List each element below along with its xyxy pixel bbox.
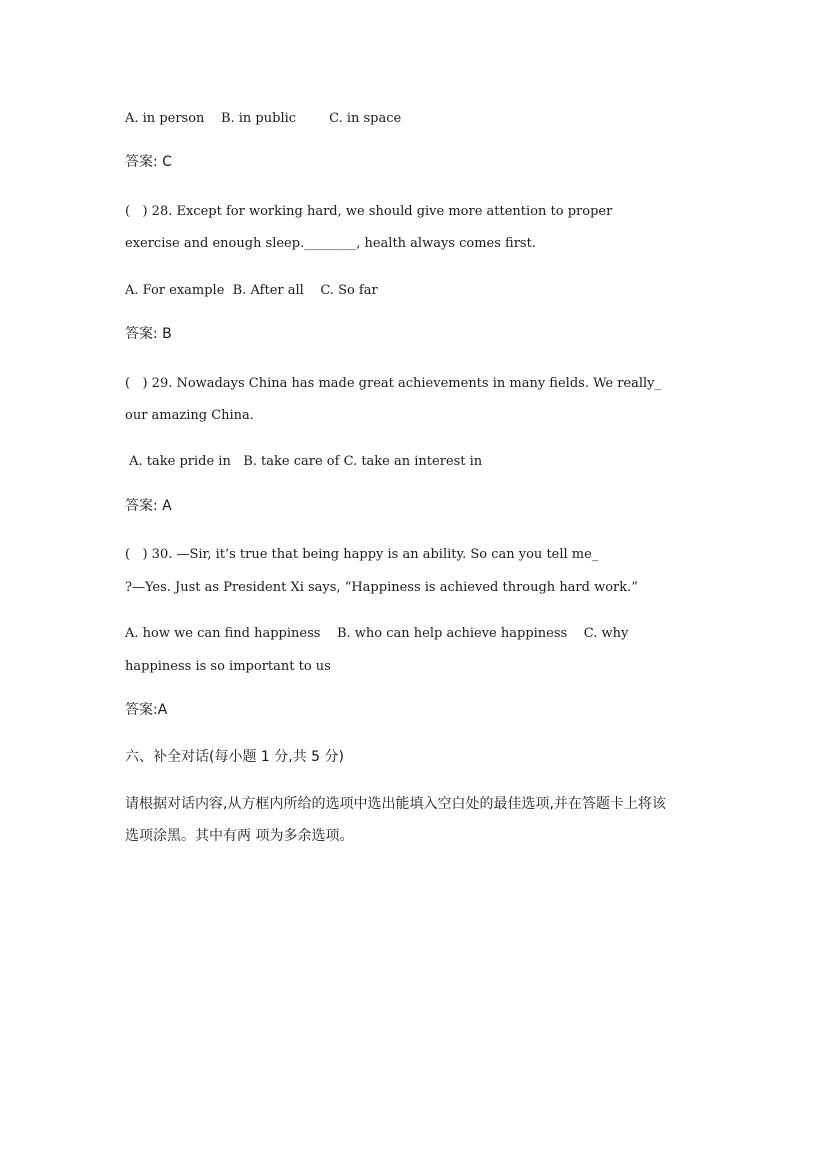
q27-answer: 答案: C (125, 154, 172, 170)
q29-answer: 答案: A (125, 498, 172, 514)
section6-instruction-line1: 请根据对话内容,从方框内所给的选项中选出能填入空白处的最佳选项,并在答题卡上将该 (125, 796, 666, 812)
q30-options-line2: happiness is so important to us (125, 659, 331, 674)
q30-options-line1: A. how we can find happiness B. who can help achieve happiness C. why (125, 626, 629, 641)
q30-answer: 答案:A (125, 702, 168, 718)
q28-stem-line1: ( ) 28. Except for working hard, we should give more attention to proper (125, 204, 613, 219)
q30-stem-line2: ?—Yes. Just as President Xi says, “Happiness is achieved through hard work.” (125, 580, 638, 595)
q28-answer: 答案: B (125, 326, 172, 342)
q29-stem-line2: our amazing China. (125, 408, 254, 423)
q27-options: A. in person B. in public C. in space (125, 111, 402, 126)
q28-options: A. For example B. After all C. So far (125, 283, 378, 298)
q29-options: A. take pride in B. take care of C. take an interest in (125, 454, 483, 469)
section6-heading: 六、补全对话(每小题 1 分,共 5 分) (125, 749, 344, 765)
q30-stem-line1: ( ) 30. —Sir, it’s true that being happy is an ability. So can you tell me_ (125, 547, 599, 562)
q29-stem-line1: ( ) 29. Nowadays China has made great achievements in many fields. We really_ (125, 376, 662, 391)
q28-stem-line2: exercise and enough sleep.________, health always comes first. (125, 236, 536, 251)
section6-instruction-line2: 选项涂黑。其中有两 项为多余选项。 (125, 828, 354, 844)
